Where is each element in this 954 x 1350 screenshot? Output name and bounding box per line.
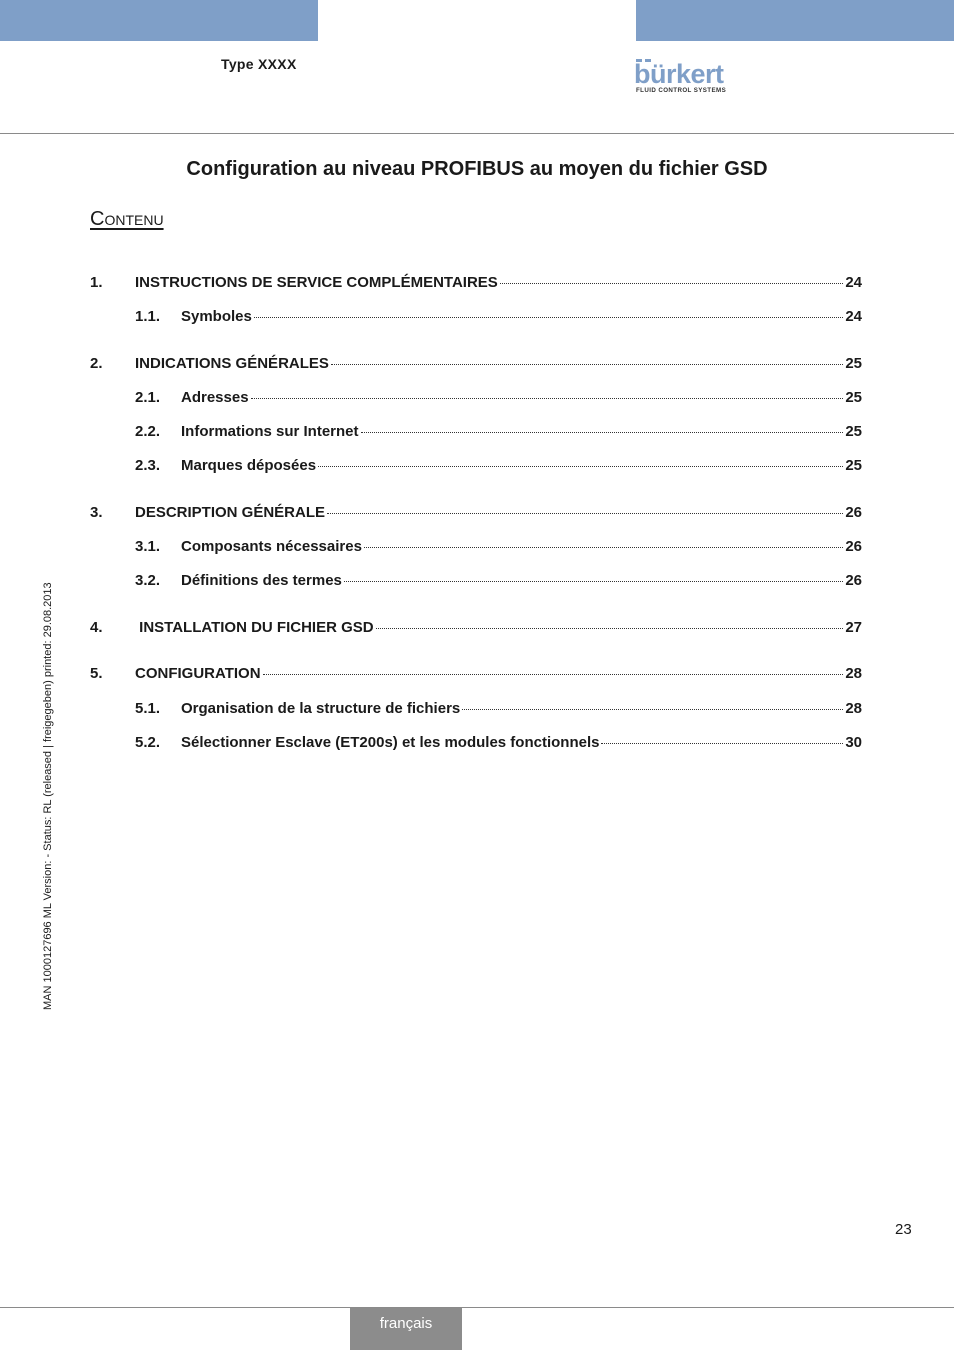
- toc-page-number: 28: [845, 665, 862, 682]
- logo-tagline: FLUID CONTROL SYSTEMS: [636, 87, 727, 94]
- toc-title: CONFIGURATION: [135, 665, 261, 682]
- toc-number: 1.1.: [135, 308, 161, 325]
- toc-title: INSTALLATION DU FICHIER GSD: [135, 619, 374, 636]
- toc-number: 2.1.: [135, 389, 161, 406]
- section-heading: Contenu: [90, 208, 164, 230]
- toc-entry[interactable]: [90, 504, 862, 524]
- toc-dot-leader: [500, 283, 844, 284]
- toc-dot-leader: [344, 581, 843, 582]
- toc-entry[interactable]: [135, 538, 862, 558]
- toc-title: Symboles: [181, 308, 252, 325]
- toc-dot-leader: [361, 432, 844, 433]
- toc-dot-leader: [318, 466, 843, 467]
- page-number: 23: [895, 1221, 912, 1238]
- toc-entry[interactable]: [135, 700, 862, 720]
- toc-number: 1.: [90, 274, 103, 291]
- toc-entry[interactable]: [135, 308, 862, 328]
- toc-dot-leader: [331, 364, 843, 365]
- toc-number: 4.: [90, 619, 103, 636]
- toc-entry[interactable]: [90, 665, 862, 685]
- toc-dot-leader: [254, 317, 843, 318]
- toc-number: 3.2.: [135, 572, 161, 589]
- header-band-right: [636, 0, 954, 41]
- toc-dot-leader: [462, 709, 843, 710]
- toc-page-number: 27: [845, 619, 862, 636]
- toc-title: Marques déposées: [181, 457, 317, 474]
- toc-dot-leader: [364, 547, 843, 548]
- toc-number: 2.2.: [135, 423, 161, 440]
- document-status-note: MAN 1000127696 ML Version: - Status: RL (released | freigegeben) printed: 29.08.2013: [42, 582, 54, 1010]
- toc-title: Sélectionner Esclave (ET200s) et les modules fonctionnels: [181, 734, 600, 751]
- toc-page-number: 26: [845, 504, 862, 521]
- toc-page-number: 25: [845, 423, 862, 440]
- toc-title: INDICATIONS GÉNÉRALES: [135, 355, 329, 372]
- toc-entry[interactable]: [135, 423, 862, 443]
- toc-number: 2.3.: [135, 457, 161, 474]
- toc-entry[interactable]: [135, 389, 862, 409]
- toc-number: 5.2.: [135, 734, 161, 751]
- toc-title: Définitions des termes: [181, 572, 342, 589]
- toc-page-number: 24: [845, 274, 862, 291]
- toc-page-number: 24: [845, 308, 862, 325]
- header-band-left: [0, 0, 318, 41]
- toc-title: DESCRIPTION GÉNÉRALE: [135, 504, 326, 521]
- toc-title: Composants nécessaires: [181, 538, 362, 555]
- toc-page-number: 28: [845, 700, 862, 717]
- toc-page-number: 25: [845, 457, 862, 474]
- toc-number: 5.1.: [135, 700, 161, 717]
- toc-page-number: 25: [845, 389, 862, 406]
- toc-dot-leader: [251, 398, 844, 399]
- toc-dot-leader: [601, 743, 843, 744]
- language-tab: français: [350, 1308, 462, 1350]
- toc-entry[interactable]: [135, 734, 862, 754]
- header-divider: [0, 133, 954, 134]
- toc-entry[interactable]: [90, 274, 862, 294]
- toc-number: 5.: [90, 665, 103, 682]
- logo-wordmark: bürkert: [634, 59, 724, 89]
- toc-title: Organisation de la structure de fichiers: [181, 700, 461, 717]
- toc-page-number: 26: [845, 572, 862, 589]
- toc-entry[interactable]: [90, 619, 862, 639]
- toc-dot-leader: [263, 674, 844, 675]
- toc-entry[interactable]: [135, 572, 862, 592]
- toc-entry[interactable]: [135, 457, 862, 477]
- toc-number: 2.: [90, 355, 103, 372]
- toc-number: 3.: [90, 504, 103, 521]
- toc-title: Informations sur Internet: [181, 423, 359, 440]
- toc-title: Adresses: [181, 389, 249, 406]
- doc-type-label: Type XXXX: [221, 56, 297, 72]
- toc-page-number: 25: [845, 355, 862, 372]
- toc-page-number: 26: [845, 538, 862, 555]
- footer-divider: [0, 1307, 954, 1308]
- toc-dot-leader: [376, 628, 844, 629]
- page-title: Configuration au niveau PROFIBUS au moyen du fichier GSD: [186, 158, 768, 180]
- toc-title: INSTRUCTIONS DE SERVICE COMPLÉMENTAIRES: [135, 274, 498, 291]
- toc-entry[interactable]: [90, 355, 862, 375]
- brand-logo: [634, 59, 734, 95]
- toc-page-number: 30: [845, 734, 862, 751]
- toc-dot-leader: [327, 513, 843, 514]
- toc-number: 3.1.: [135, 538, 161, 555]
